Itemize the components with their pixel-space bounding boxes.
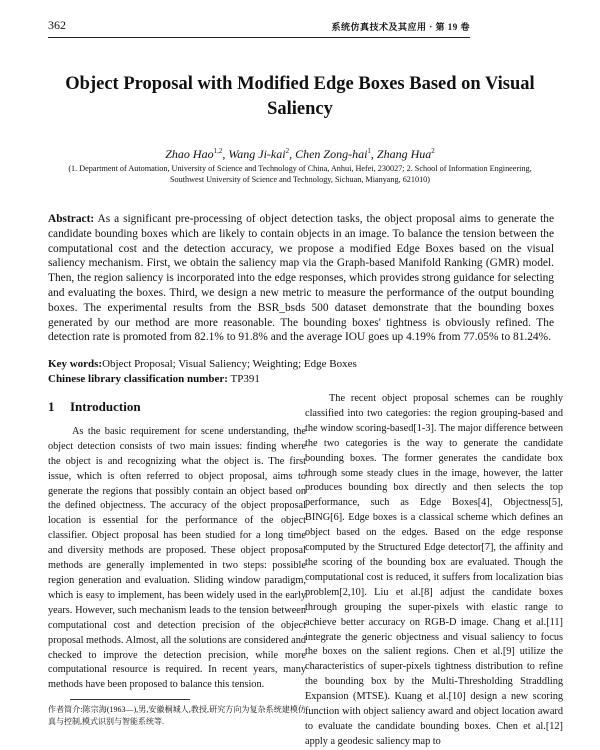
section-number: 1 xyxy=(48,399,55,414)
author-name: Wang Ji-kai xyxy=(228,147,286,161)
affiliation-line: (1. Department of Automation, University of Science and Technology of China, Anhui, Hefei, 230027; 2. School of Information Engineering, xyxy=(68,164,532,173)
classification-label: Chinese library classification number: xyxy=(48,372,228,385)
section-title: Introduction xyxy=(70,399,141,414)
affiliations xyxy=(40,163,560,185)
affiliation-line: Southwest University of Science and Technology, Sichuan, Mianyang, 621010) xyxy=(169,175,430,184)
abstract-label: Abstract: xyxy=(48,213,95,225)
author-name: Zhang Hua xyxy=(376,147,432,161)
keywords-text: Object Proposal; Visual Saliency; Weighting; Edge Boxes xyxy=(102,358,357,370)
author-footnote: 作者简介:陈宗海(1963—),男,安徽桐城人,教授,研究方向为复杂系统建模仿真与控制,模式识别与智能系统等. xyxy=(48,705,306,727)
body-paragraph: As the basic requirement for scene understanding, the object detection consists of two main issues: finding where the object is and recognizing what the object is. The first issue, which is often referred to object proposal, aims to generate the regions that possibly contain an object based on the defined objectness. The accuracy of the object proposal location is essential for the performance of the object classifier. Object proposal has been studied for a long time and diversity methods are proposed. These object proposal methods are generally implemented in two steps: possible region generation and evaluation. Sliding window paradigm, which is easy to implement, has been widely used in the early years. However, such mechanism leads to the tension between computational cost and detection precision of the object proposal methods. Almost, all the solutions are considered and checked to improve the detection precision, while more computational resource is required. In recent years, many methods have been proposed to balance this tension. xyxy=(48,425,306,691)
page-number: 362 xyxy=(48,18,66,32)
footnote-divider xyxy=(70,699,190,700)
author-list: Zhao Hao$^{1,2}$, Wang Ji-kai$^2$, Chen Zong-hai$^1$, Zhang Hua$^2$ xyxy=(165,147,435,161)
abstract-text: As a significant pre-processing of object detection tasks, the object proposal aims to generate the candidate bounding boxes which are likely to contain objects in an image. To balance the tension between the computational cost and the detection accuracy, we propose a modified Edge Boxes based on the visual saliency mechanism. First, we obtain the saliency map via the Graph-based Manifold Ranking (GMR) model. Then, the region saliency is incorporated into the edge responses, which provides strong guidance for selecting and evaluating the boxes. Third, we design a new metric to measure the performance of the output bounding boxes. The experimental results from the BSR_bsds 500 dataset demonstrate that the bounding boxes generated by our method are more reasonable. The bounding boxes' tightness is obviously refined. The detection rate is promoted from 82.1% to 91.8% and the average IOU goes up 4.19% from 77.05% to 81.24%. xyxy=(48,213,554,344)
keywords-block xyxy=(48,357,554,387)
paper-title: Object Proposal with Modified Edge Boxes Based on Visual Saliency xyxy=(65,74,535,119)
abstract xyxy=(48,212,554,345)
left-column xyxy=(48,400,306,728)
right-column xyxy=(305,392,563,750)
page-header xyxy=(48,18,470,38)
classification-text: TP391 xyxy=(227,372,260,385)
body-paragraph: The recent object proposal schemes can be roughly classified into two categories: the region grouping-based and the window scoring-based[1-3]. The major difference between the two categories is the way to generate the candidate bounding boxes. The former generates the candidate box through some steady clues in the image, however, the latter produces bounding box directly and then selects the top performance, such as Edge Boxes[4], Objectness[5], BING[6]. Edge boxes is a classical scheme which defines an object based on the edges. Based on the edge response computed by the Structured Edge detector[7], the affinity and the scoring of the bounding box are evaluated. Though the computational cost is reduced, it suffers from localization bias problem[2,10]. Liu et al.[8] adjust the candidate boxes through grouping the super-pixels with elastic range to achieve better accuracy on RGB-D image. Chang et al.[11] integrate the generic objectness and visual saliency to focus the boxes on the salient regions. Chen et al.[9] utilize the characteristics of super-pixels tightness distribution to refine the bounding box by the Multi-Thresholding Straddling Expansion (MTSE). Kuang et al.[10] design a new scoring function with object saliency award and object location award to evaluate the candidate bounding boxes. Chen et al.[12] apply a geodesic saliency map to xyxy=(305,393,563,747)
keywords-label: Key words: xyxy=(48,358,103,370)
journal-name: 系统仿真技术及其应用 · 第 19 卷 xyxy=(331,22,470,32)
section-heading xyxy=(48,400,306,415)
author-name: Chen Zong-hai xyxy=(295,147,368,161)
author-name: Zhao Hao xyxy=(165,147,214,161)
